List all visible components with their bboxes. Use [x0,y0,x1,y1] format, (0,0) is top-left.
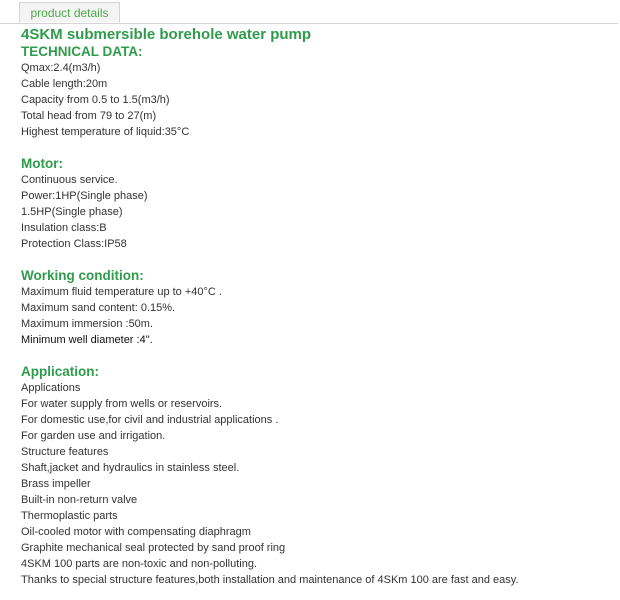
spec-line: For garden use and irrigation. [21,430,166,442]
spec-line: Continuous service. [21,174,118,186]
tab-product-details[interactable]: product details [19,2,120,23]
spec-line: Brass impeller [21,478,91,490]
spec-line: Protection Class:IP58 [21,238,127,250]
section-heading: Motor: [21,156,63,171]
tab-bar [0,0,618,24]
spec-line: Structure features [21,446,109,458]
section-heading: TECHNICAL DATA: [21,44,143,59]
spec-line: For domestic use,for civil and industrial applications . [21,414,279,426]
spec-line: Maximum fluid temperature up to +40°C . [21,286,222,298]
section-working-condition [21,268,611,348]
spec-line: Built-in non-return valve [21,494,138,506]
section-heading: Working condition: [21,268,144,283]
spacer [21,252,611,268]
spec-line: For water supply from wells or reservoirs. [21,398,223,410]
spec-line: Maximum immersion :50m. [21,318,154,330]
spec-line: Oil-cooled motor with compensating diaphragm [21,526,251,538]
spec-line: Power:1HP(Single phase) [21,190,148,202]
section-technical-data [21,44,611,140]
spec-line: Minimum well diameter :4". [21,334,153,346]
section-motor [21,156,611,252]
spec-line: Thermoplastic parts [21,510,118,522]
spec-line: Maximum sand content: 0.15%. [21,302,176,314]
spec-line: Total head from 79 to 27(m) [21,110,157,122]
spec-line: Cable length:20m [21,78,108,90]
spacer [21,140,611,156]
spacer [21,348,611,364]
spec-line: 4SKM 100 parts are non-toxic and non-polluting. [21,558,258,570]
spec-line: Shaft,jacket and hydraulics in stainless steel. [21,462,240,474]
product-title: 4SKM submersible borehole water pump [21,26,312,43]
spec-line: Highest temperature of liquid:35°C [21,126,190,138]
product-description [21,26,611,588]
spec-line: Capacity from 0.5 to 1.5(m3/h) [21,94,170,106]
spec-line: 1.5HP(Single phase) [21,206,123,218]
section-heading: Application: [21,364,99,379]
spec-line: Thanks to special structure features,both installation and maintenance of 4SKm 100 are fast and easy. [21,574,519,586]
spec-line: Applications [21,382,81,394]
spec-line: Qmax:2.4(m3/h) [21,62,101,74]
spec-line: Graphite mechanical seal protected by sand proof ring [21,542,286,554]
section-application [21,364,611,588]
spec-line: Insulation class:B [21,222,107,234]
